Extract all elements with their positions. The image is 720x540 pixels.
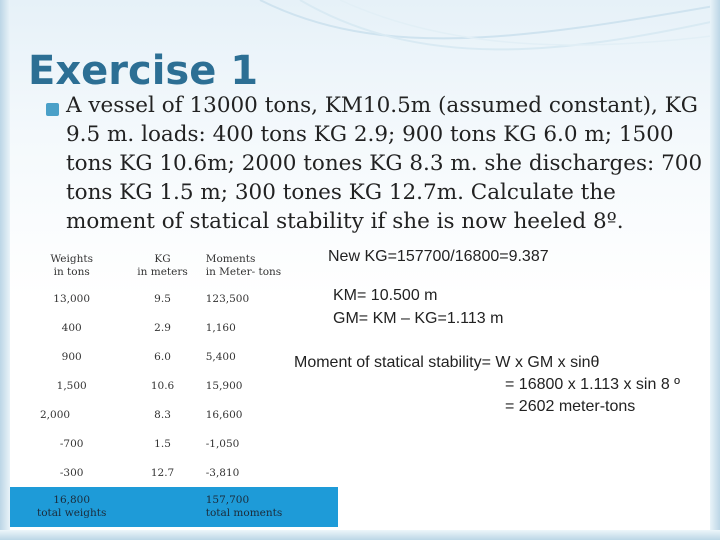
slide-border-right <box>710 0 720 540</box>
cell-weight: 2,000 <box>40 408 71 421</box>
moment-note-line2: = 16800 x 1.113 x sin 8 º <box>505 376 680 393</box>
slide-border-bottom <box>0 530 720 540</box>
header-kg: KG in meters <box>137 253 188 278</box>
table-row <box>10 458 338 487</box>
cell-moment: -3,810 <box>205 466 240 479</box>
cell-kg: 8.3 <box>154 408 171 421</box>
cell-weight: -700 <box>59 437 84 450</box>
cell-moment: 123,500 <box>205 292 250 305</box>
cell-kg: 12.7 <box>150 466 175 479</box>
moments-table <box>10 248 338 527</box>
table-total-row <box>10 487 338 527</box>
total-kg <box>133 487 191 527</box>
bullet-marker <box>46 103 59 116</box>
cell-moment: -1,050 <box>205 437 240 450</box>
cell-moment: 15,900 <box>205 379 243 392</box>
table-header-row <box>10 248 338 284</box>
gm-note: GM= KM – KG=1.113 m <box>333 310 504 327</box>
cell-kg: 6.0 <box>154 350 171 363</box>
cell-weight: 400 <box>61 321 82 334</box>
problem-statement: A vessel of 13000 tons, KM10.5m (assumed constant), KG 9.5 m. loads: 400 tons KG 2.9; 900 tons KG 6.0 m; 1500 tons KG 10.6m; 2000 tones KG 8.3 m. she discharges: 700 tons KG 1.5 m; 300 tones KG 12.7m. Calculate the moment of statical stability if she is now heeled 8º. <box>66 93 703 234</box>
moment-note-line3: = 2602 meter-tons <box>505 398 636 415</box>
cell-moment: 1,160 <box>205 321 236 334</box>
table-row <box>10 371 338 400</box>
cell-kg: 2.9 <box>154 321 171 334</box>
table-row <box>10 342 338 371</box>
moment-note-line1: Moment of statical stability= W x GM x sinθ <box>294 354 600 371</box>
cell-kg: 10.6 <box>150 379 175 392</box>
cell-moment: 16,600 <box>205 408 243 421</box>
table-row <box>10 284 338 313</box>
total-weight: 16,800 total weights <box>10 487 133 527</box>
cell-kg: 1.5 <box>154 437 171 450</box>
header-moments: Moments in Meter- tons <box>205 253 282 278</box>
slide-border-left <box>0 0 10 540</box>
cell-kg: 9.5 <box>154 292 171 305</box>
slide-title: Exercise 1 <box>28 48 259 94</box>
km-note: KM= 10.500 m <box>333 287 438 304</box>
cell-weight: 1,500 <box>56 379 87 392</box>
table-row <box>10 429 338 458</box>
table-row <box>10 313 338 342</box>
cell-moment: 5,400 <box>205 350 236 363</box>
cell-weight: -300 <box>59 466 84 479</box>
new-kg-note: New KG=157700/16800=9.387 <box>328 248 549 265</box>
cell-weight: 900 <box>61 350 82 363</box>
table-row <box>10 400 338 429</box>
total-moment: 157,700 total moments <box>192 487 338 527</box>
cell-weight: 13,000 <box>53 292 91 305</box>
header-weights: Weights in tons <box>50 253 93 278</box>
